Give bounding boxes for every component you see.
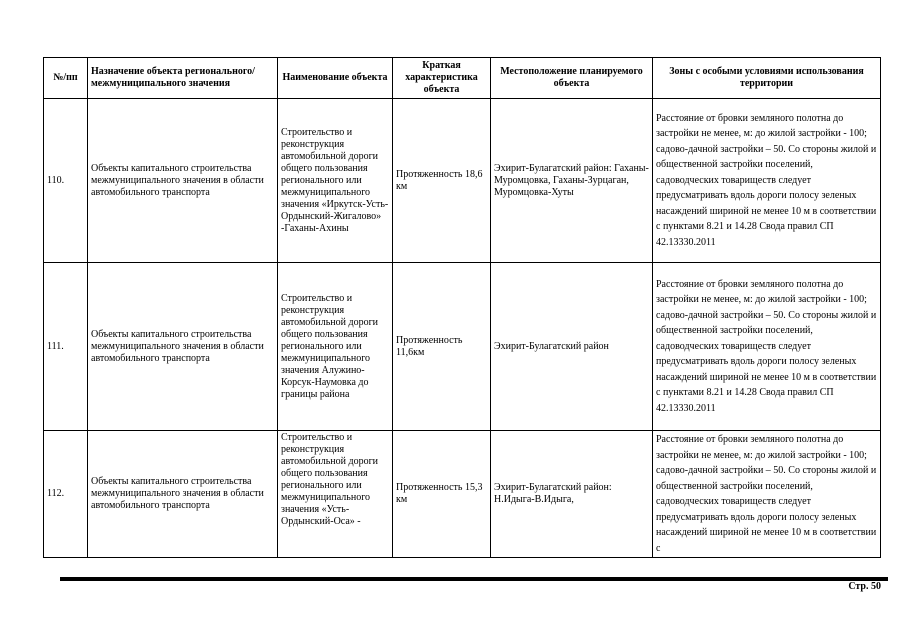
table-header-row (44, 58, 881, 99)
row-zones: Расстояние от бровки земляного полотна до застройки не менее, м: до жилой застройки - 100; садово-дачной застройки – 50. Со стороны жилой и общественной застройки поселений, садоводческих товариществ следует предусматривать вдоль дороги полосу зеленых насаждений шириной не менее 10 м в соответствии с пунктами 8.21 и 14.28 Свода правил СП 42.13330.2011 (653, 99, 881, 263)
table-row (44, 263, 881, 431)
row-brief: Протяженность 11,6км (393, 263, 491, 431)
row-num: 112. (44, 431, 88, 558)
table-row (44, 431, 881, 558)
planned-objects-table (43, 57, 881, 558)
header-brief: Краткая характеристика объекта (393, 58, 491, 99)
row-purpose: Объекты капитального строительства межмуниципального значения в области автомобильного транспорта (88, 99, 278, 263)
row-purpose: Объекты капитального строительства межмуниципального значения в области автомобильного транспорта (88, 263, 278, 431)
row-brief: Протяженность 15,3 км (393, 431, 491, 558)
row-location: Эхирит-Булагатский район (491, 263, 653, 431)
footer-rule (60, 577, 888, 581)
row-zones: Расстояние от бровки земляного полотна до застройки не менее, м: до жилой застройки - 100; садово-дачной застройки – 50. Со стороны жилой и общественной застройки поселений, садоводческих товариществ следует предусматривать вдоль дороги полосу зеленых насаждений шириной не менее 10 м в соответствии с пунктами 8.21 и 14.28 Свода правил СП 42.13330.2011 (653, 263, 881, 431)
row-num: 110. (44, 99, 88, 263)
header-name: Наименование объекта (278, 58, 393, 99)
header-num: №/пп (44, 58, 88, 99)
row-name: Строительство и реконструкция автомобильной дороги общего пользования регионального или межмуниципального значения «Иркутск-Усть-Ордынский-Жигалово» -Гаханы-Ахины (278, 99, 393, 263)
row-location: Эхирит-Булагатский район: Гаханы-Муромцовка, Гаханы-Зурцаган, Муромцовка-Хуты (491, 99, 653, 263)
header-zones: Зоны с особыми условиями использования территории (653, 58, 881, 99)
header-purpose: Назначение объекта регионального/ межмуниципального значения (88, 58, 278, 99)
page-number: Стр. 50 (848, 581, 881, 592)
row-brief: Протяженность 18,6 км (393, 99, 491, 263)
row-name: Строительство и реконструкция автомобильной дороги общего пользования регионального или межмуниципального значения Алужино-Корсук-Наумовка до границы района (278, 263, 393, 431)
row-zones: Расстояние от бровки земляного полотна до застройки не менее, м: до жилой застройки - 100; садово-дачной застройки – 50. Со стороны жилой и общественной застройки поселений, садоводческих товариществ следует предусматривать вдоль дороги полосу зеленых насаждений шириной не менее 10 м в соответствии с (653, 431, 881, 558)
table-row (44, 99, 881, 263)
row-purpose: Объекты капитального строительства межмуниципального значения в области автомобильного транспорта (88, 431, 278, 558)
row-name: Строительство и реконструкция автомобильной дороги общего пользования регионального или межмуниципального значения «Усть-Ордынский-Оса» - (278, 431, 393, 558)
row-num: 111. (44, 263, 88, 431)
row-location: Эхирит-Булагатский район: Н.Идыга-В.Идыга, (491, 431, 653, 558)
header-location: Местоположение планируемого объекта (491, 58, 653, 99)
